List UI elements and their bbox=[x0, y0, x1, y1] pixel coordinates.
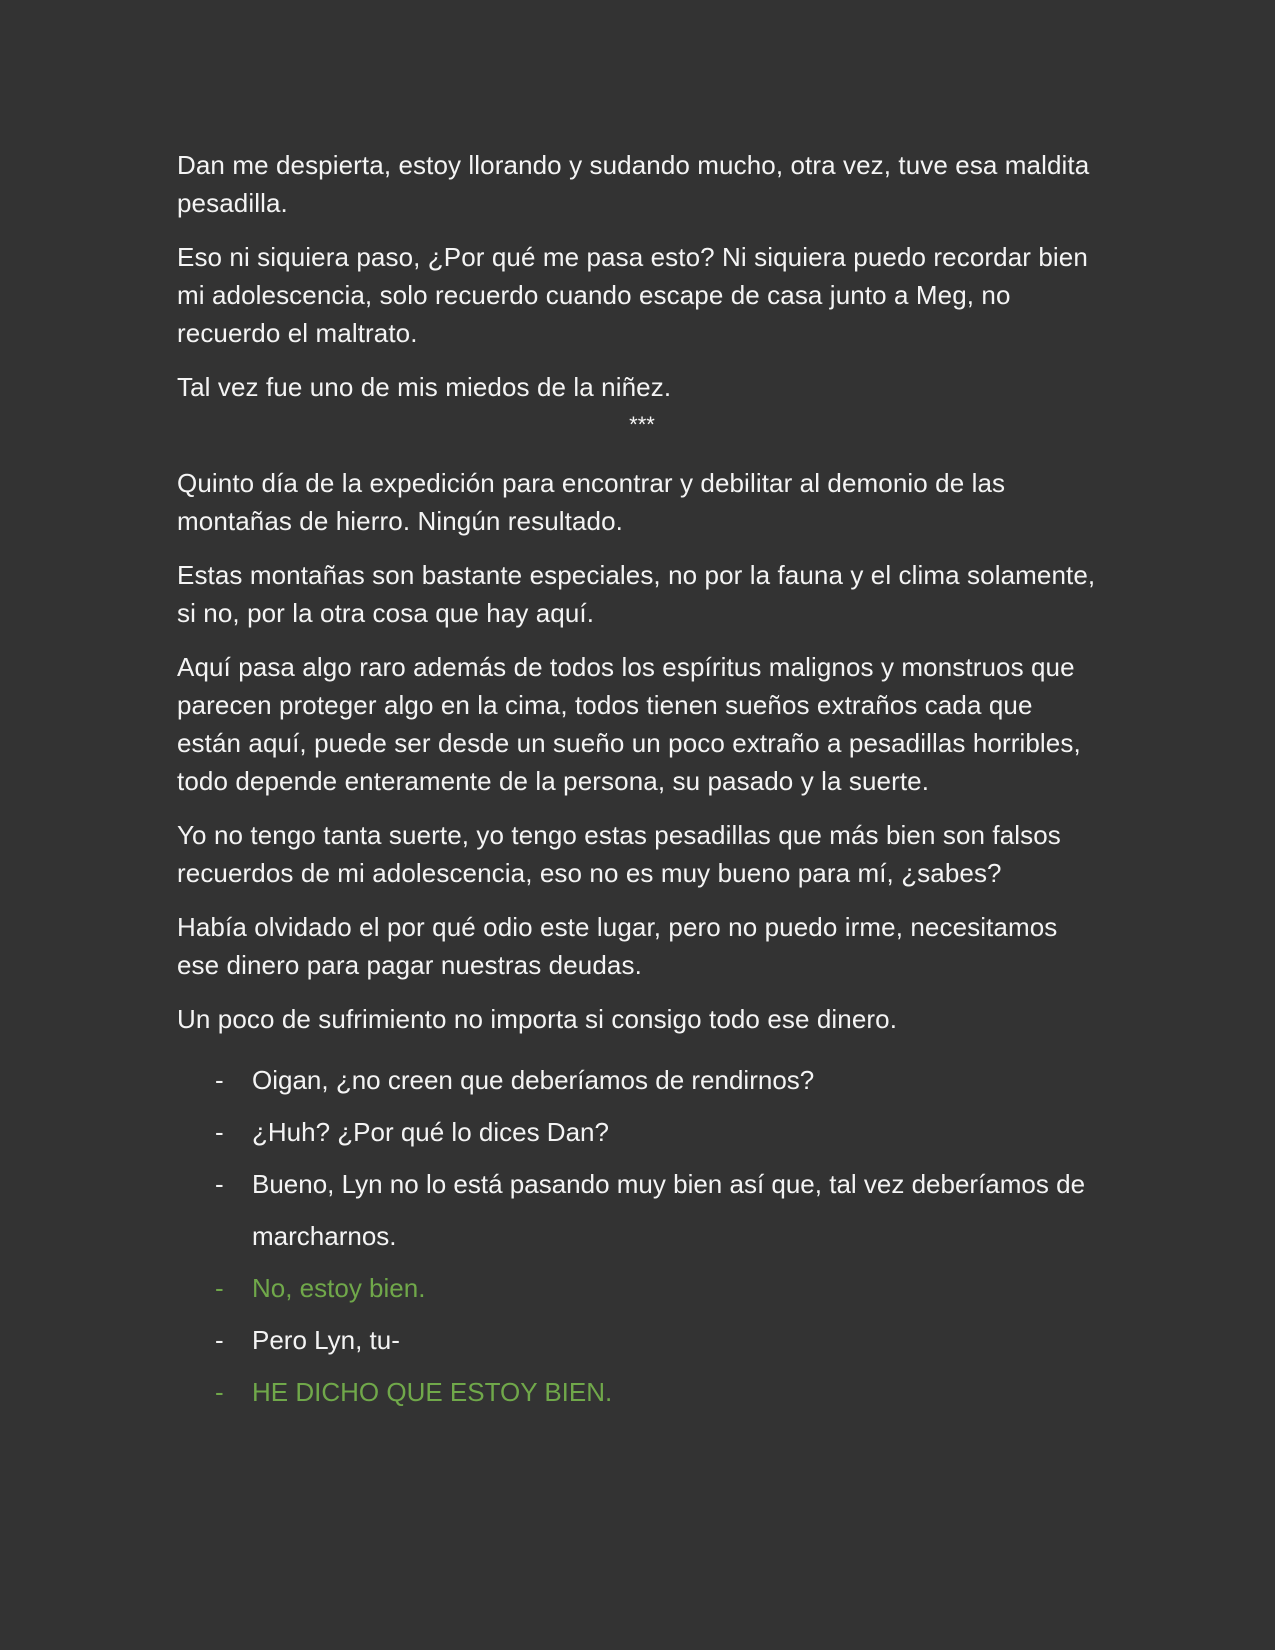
dialogue-dash: - bbox=[215, 1169, 224, 1199]
dialogue-text: Bueno, Lyn no lo está pasando muy bien así que, tal vez deberíamos de marcharnos. bbox=[252, 1169, 1086, 1251]
scene-break: *** bbox=[629, 412, 655, 437]
dialogue-dash: - bbox=[215, 1117, 224, 1147]
dialogue-line bbox=[177, 1054, 1097, 1106]
dialogue-line-lyn bbox=[177, 1366, 1097, 1418]
dialogue-dash: - bbox=[215, 1065, 224, 1095]
dialogue-line bbox=[177, 1314, 1097, 1366]
document-page bbox=[177, 146, 1097, 1418]
paragraph: Tal vez fue uno de mis miedos de la niñez. bbox=[177, 372, 672, 402]
paragraph: Aquí pasa algo raro además de todos los espíritus malignos y monstruos que parecen proteger algo en la cima, todos tienen sueños extraños cada que están aquí, puede ser desde un sueño un poco extraño a pesadillas horribles, todo depende enteramente de la persona, su pasado y la suerte. bbox=[177, 652, 1081, 796]
dialogue-line bbox=[177, 1106, 1097, 1158]
dialogue-dash: - bbox=[215, 1325, 224, 1355]
dialogue-line bbox=[177, 1158, 1097, 1262]
paragraph: Quinto día de la expedición para encontrar y debilitar al demonio de las montañas de hierro. Ningún resultado. bbox=[177, 468, 1006, 536]
paragraph: Un poco de sufrimiento no importa si consigo todo ese dinero. bbox=[177, 1004, 898, 1034]
dialogue-dash: - bbox=[215, 1273, 224, 1303]
paragraph: Yo no tengo tanta suerte, yo tengo estas pesadillas que más bien son falsos recuerdos de mi adolescencia, eso no es muy bueno para mí, ¿sabes? bbox=[177, 820, 1061, 888]
paragraph: Eso ni siquiera paso, ¿Por qué me pasa esto? Ni siquiera puedo recordar bien mi adolescencia, solo recuerdo cuando escape de casa junto a Meg, no recuerdo el maltrato. bbox=[177, 242, 1088, 348]
dialogue-list bbox=[177, 1054, 1097, 1418]
paragraph: Dan me despierta, estoy llorando y sudando mucho, otra vez, tuve esa maldita pesadilla. bbox=[177, 150, 1090, 218]
dialogue-text: HE DICHO QUE ESTOY BIEN. bbox=[252, 1377, 613, 1407]
paragraph: Había olvidado el por qué odio este lugar, pero no puedo irme, necesitamos ese dinero para pagar nuestras deudas. bbox=[177, 912, 1058, 980]
dialogue-line-lyn bbox=[177, 1262, 1097, 1314]
dialogue-text: Pero Lyn, tu- bbox=[252, 1325, 400, 1355]
dialogue-text: No, estoy bien. bbox=[252, 1273, 426, 1303]
dialogue-text: ¿Huh? ¿Por qué lo dices Dan? bbox=[252, 1117, 609, 1147]
paragraph: Estas montañas son bastante especiales, no por la fauna y el clima solamente, si no, por la otra cosa que hay aquí. bbox=[177, 560, 1096, 628]
dialogue-text: Oigan, ¿no creen que deberíamos de rendirnos? bbox=[252, 1065, 815, 1095]
dialogue-dash: - bbox=[215, 1377, 224, 1407]
